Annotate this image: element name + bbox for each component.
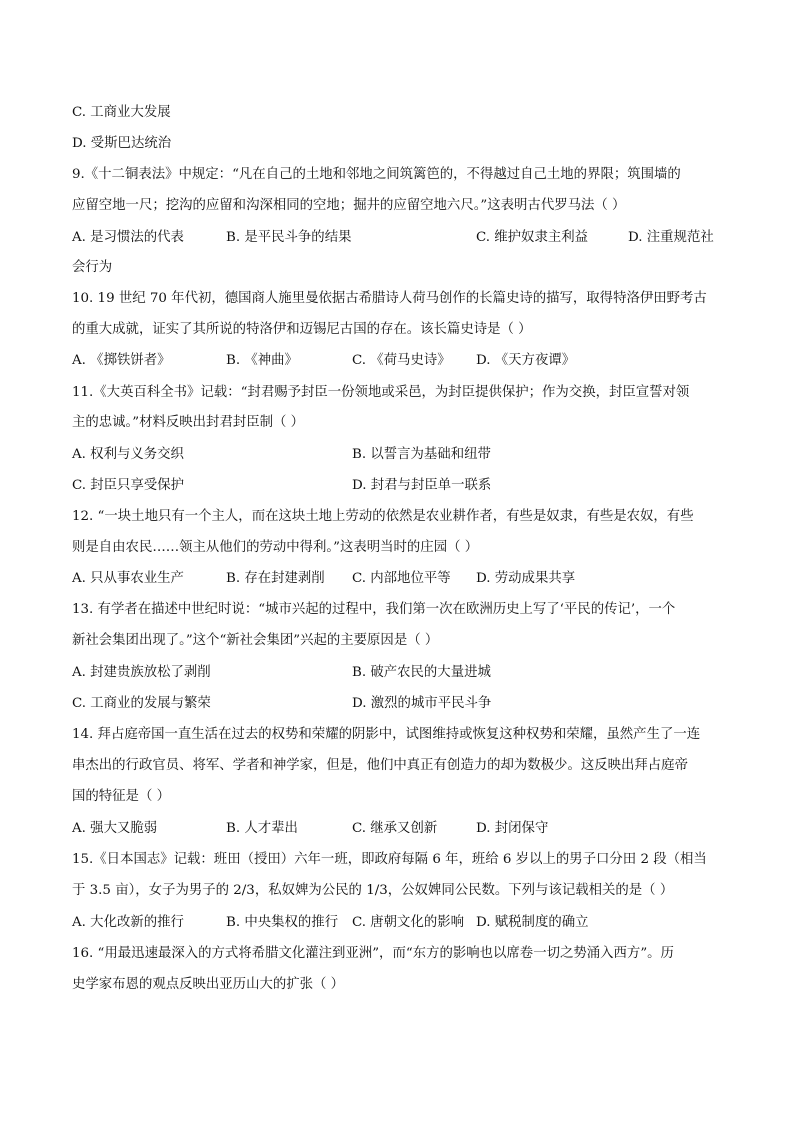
q12-option-a: A. 只从事农业生产 [72, 571, 184, 586]
q12-option-c: C. 内部地位平等 [352, 571, 451, 586]
q8-option-c: C. 工商业大发展 [72, 105, 171, 120]
q16-stem-line-1: 16. “用最迅速最深入的方式将希腊文化灌注到亚洲”，而“东方的影响也以席卷一切之势涌入西方”。历 [72, 946, 674, 961]
q11-stem-line-2: 主的忠诚。”材料反映出封君封臣制（ ） [72, 415, 305, 430]
q10-option-b: B. 《神曲》 [226, 353, 298, 368]
q9-option-a: A. 是习惯法的代表 [72, 230, 184, 245]
q16-stem-line-2: 史学家布恩的观点反映出亚历山大的扩张（ ） [72, 977, 345, 992]
q8-option-d: D. 受斯巴达统治 [72, 136, 172, 151]
q13-stem-line-1: 13. 有学者在描述中世纪时说：“城市兴起的过程中，我们第一次在欧洲历史上写了‘平民的传记’，一个 [72, 602, 676, 617]
q14-stem-line-3: 国的特征是（ ） [72, 789, 170, 804]
q15-option-a: A. 大化改新的推行 [72, 915, 184, 930]
q13-option-d: D. 激烈的城市平民斗争 [352, 696, 492, 711]
q14-stem-line-2: 串杰出的行政官员、将军、学者和神学家，但是，他们中真正有创造力的却为数极少。这反映出拜占庭帝 [72, 758, 688, 773]
q11-option-c: C. 封臣只享受保护 [72, 478, 185, 493]
q11-option-b: B. 以誓言为基础和纽带 [352, 447, 491, 462]
q9-option-d-continued: 会行为 [72, 260, 113, 275]
q15-option-c: C. 唐朝文化的影响 [352, 915, 465, 930]
q14-option-c: C. 继承又创新 [352, 821, 438, 836]
q13-option-a: A. 封建贵族放松了剥削 [72, 665, 211, 680]
q10-option-d: D. 《天方夜谭》 [476, 353, 576, 368]
q14-option-d: D. 封闭保守 [476, 821, 549, 836]
q10-option-a: A. 《掷铁饼者》 [72, 353, 171, 368]
q14-stem-line-1: 14. 拜占庭帝国一直生活在过去的权势和荣耀的阴影中，试图维持或恢复这种权势和荣耀，虽然产生了一连 [72, 727, 701, 742]
q10-option-c: C. 《荷马史诗》 [352, 353, 451, 368]
q11-option-a: A. 权利与义务交织 [72, 447, 184, 462]
q12-option-d: D. 劳动成果共享 [476, 571, 576, 586]
q15-option-b: B. 中央集权的推行 [226, 915, 339, 930]
q12-stem-line-1: 12. “一块土地只有一个主人，而在这块土地上劳动的依然是农业耕作者，有些是奴隶，有些是农奴，有些 [72, 509, 694, 524]
q15-option-d: D. 赋税制度的确立 [476, 915, 589, 930]
q9-stem-line-1: 9.《十二铜表法》中规定：“凡在自己的土地和邻地之间筑篱笆的，不得越过自己土地的界限；筑围墙的 [72, 167, 681, 182]
q12-stem-line-2: 则是自由农民……领主从他们的劳动中得利。”这表明当时的庄园（ ） [72, 540, 479, 555]
q13-option-b: B. 破产农民的大量进城 [352, 665, 491, 680]
q9-option-c: C. 维护奴隶主利益 [476, 230, 589, 245]
q9-stem-line-2: 应留空地一尺；挖沟的应留和沟深相同的空地；掘井的应留空地六尺。”这表明古代罗马法（ ） [72, 198, 626, 213]
q15-stem-line-2: 于 3.5 亩），女子为男子的 2/3，私奴婢为公民的 1/3，公奴婢同公民数。下列与该记载相关的是（ ） [72, 883, 674, 898]
q11-option-d: D. 封君与封臣单一联系 [352, 478, 492, 493]
q13-stem-line-2: 新社会集团出现了。”这个“新社会集团”兴起的主要原因是（ ） [72, 633, 439, 648]
q9-option-b: B. 是平民斗争的结果 [226, 230, 352, 245]
q10-stem-line-1: 10. 19 世纪 70 年代初，德国商人施里曼依据古希腊诗人荷马创作的长篇史诗的描写，取得特洛伊田野考古 [72, 291, 707, 306]
q11-stem-line-1: 11.《大英百科全书》记载：“封君赐予封臣一份领地或采邑，为封臣提供保护；作为交换，封臣宣誓对领 [72, 385, 690, 400]
q14-option-a: A. 强大又脆弱 [72, 821, 158, 836]
q15-stem-line-1: 15.《日本国志》记载：班田（授田）六年一班，即政府每隔 6 年，班给 6 岁以上的男子口分田 2 段（相当 [72, 852, 707, 867]
q12-option-b: B. 存在封建剥削 [226, 571, 325, 586]
q10-stem-line-2: 的重大成就，证实了其所说的特洛伊和迈锡尼古国的存在。该长篇史诗是（ ） [72, 322, 532, 337]
q13-option-c: C. 工商业的发展与繁荣 [72, 696, 211, 711]
q9-option-d: D. 注重规范社 [628, 230, 714, 245]
q14-option-b: B. 人才辈出 [226, 821, 298, 836]
